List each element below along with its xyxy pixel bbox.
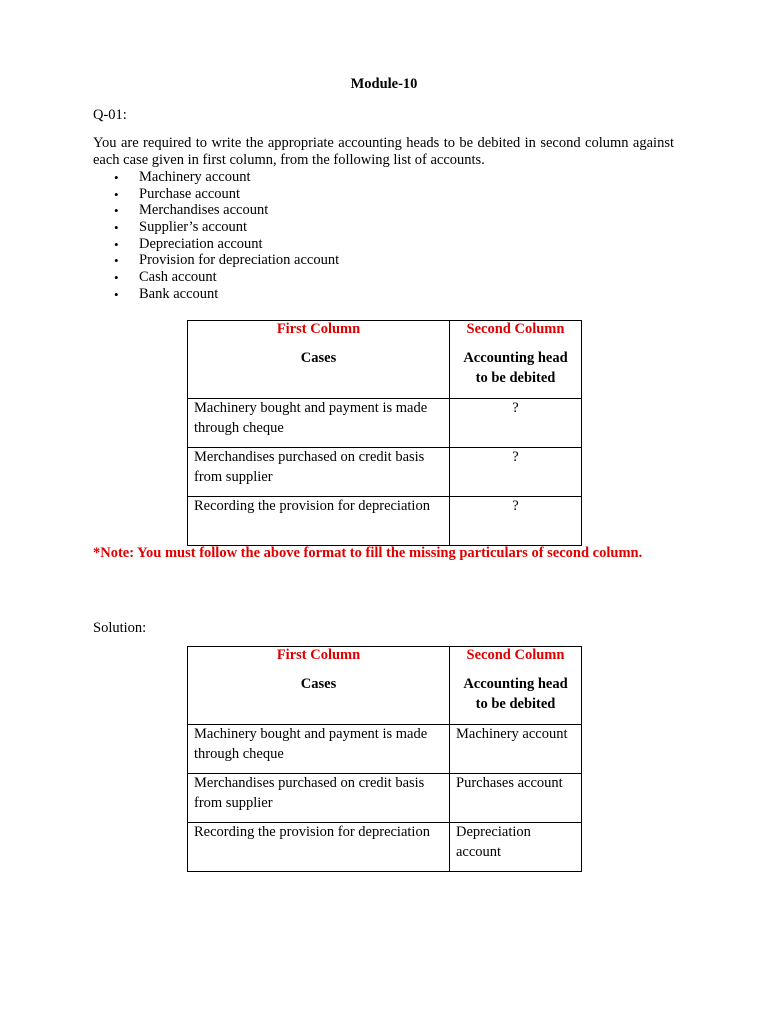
- list-item: • Supplier’s account: [114, 219, 248, 236]
- accounting-head-label: Accounting head to be debited: [463, 676, 568, 712]
- list-item: • Bank account: [114, 285, 219, 302]
- answer-cell: Depreciation account: [450, 823, 582, 872]
- first-column-title: First Column: [276, 647, 361, 663]
- case-cell: Merchandises purchased on credit basis from supplier: [188, 774, 450, 823]
- table-header-row: [188, 647, 582, 725]
- case-cell: Recording the provision for depreciation: [188, 497, 450, 546]
- answer-cell: ?: [450, 399, 582, 448]
- list-item: • Provision for depreciation account: [114, 252, 340, 269]
- solution-table: [187, 646, 582, 872]
- list-item: • Purchase account: [114, 185, 241, 202]
- bullet-icon: •: [114, 270, 119, 286]
- cases-label: Cases: [300, 676, 337, 692]
- bullet-icon: •: [114, 203, 119, 219]
- second-column-title: Second Column: [466, 321, 565, 337]
- bullet-icon: •: [114, 236, 119, 252]
- module-title: Module-10: [350, 76, 418, 92]
- bullet-icon: •: [114, 253, 119, 269]
- question-label: Q-01:: [93, 107, 127, 123]
- answer-cell: Purchases account: [450, 774, 582, 823]
- case-cell: Recording the provision for depreciation: [188, 823, 450, 872]
- case-cell: Machinery bought and payment is made through cheque: [188, 399, 450, 448]
- accounts-list: [93, 169, 339, 303]
- answer-cell: ?: [450, 497, 582, 546]
- list-item: • Depreciation account: [114, 235, 263, 252]
- table-row: [188, 823, 582, 872]
- bullet-icon: •: [114, 186, 119, 202]
- answer-cell: ?: [450, 448, 582, 497]
- table-row: [188, 725, 582, 774]
- cases-label: Cases: [300, 350, 337, 366]
- table-row: [188, 399, 582, 448]
- bullet-icon: •: [114, 286, 119, 302]
- header-cell-accounting-head: [450, 647, 582, 725]
- header-cell-accounting-head: [450, 321, 582, 399]
- list-item: • Cash account: [114, 269, 217, 286]
- case-cell: Merchandises purchased on credit basis from supplier: [188, 448, 450, 497]
- second-column-title: Second Column: [466, 647, 565, 663]
- note-text: *Note: You must follow the above format to fill the missing particulars of second column.: [93, 545, 643, 561]
- first-column-title: First Column: [276, 321, 361, 337]
- case-cell: Machinery bought and payment is made through cheque: [188, 725, 450, 774]
- accounting-head-label: Accounting head to be debited: [463, 350, 568, 386]
- bullet-icon: •: [114, 220, 119, 236]
- list-item: • Merchandises account: [114, 202, 269, 219]
- solution-label: Solution:: [93, 620, 147, 636]
- header-cell-cases: [188, 647, 450, 725]
- table-row: [188, 774, 582, 823]
- header-cell-cases: [188, 321, 450, 399]
- question-intro: You are required to write the appropriate accounting heads to be debited in second column against each case given in first column, from the following list of accounts.: [93, 135, 674, 168]
- table-row: [188, 448, 582, 497]
- table-header-row: [188, 321, 582, 399]
- answer-cell: Machinery account: [450, 725, 582, 774]
- bullet-icon: •: [114, 170, 119, 185]
- table-row: [188, 497, 582, 546]
- question-table: [187, 320, 582, 546]
- list-item: • Machinery account: [114, 169, 251, 185]
